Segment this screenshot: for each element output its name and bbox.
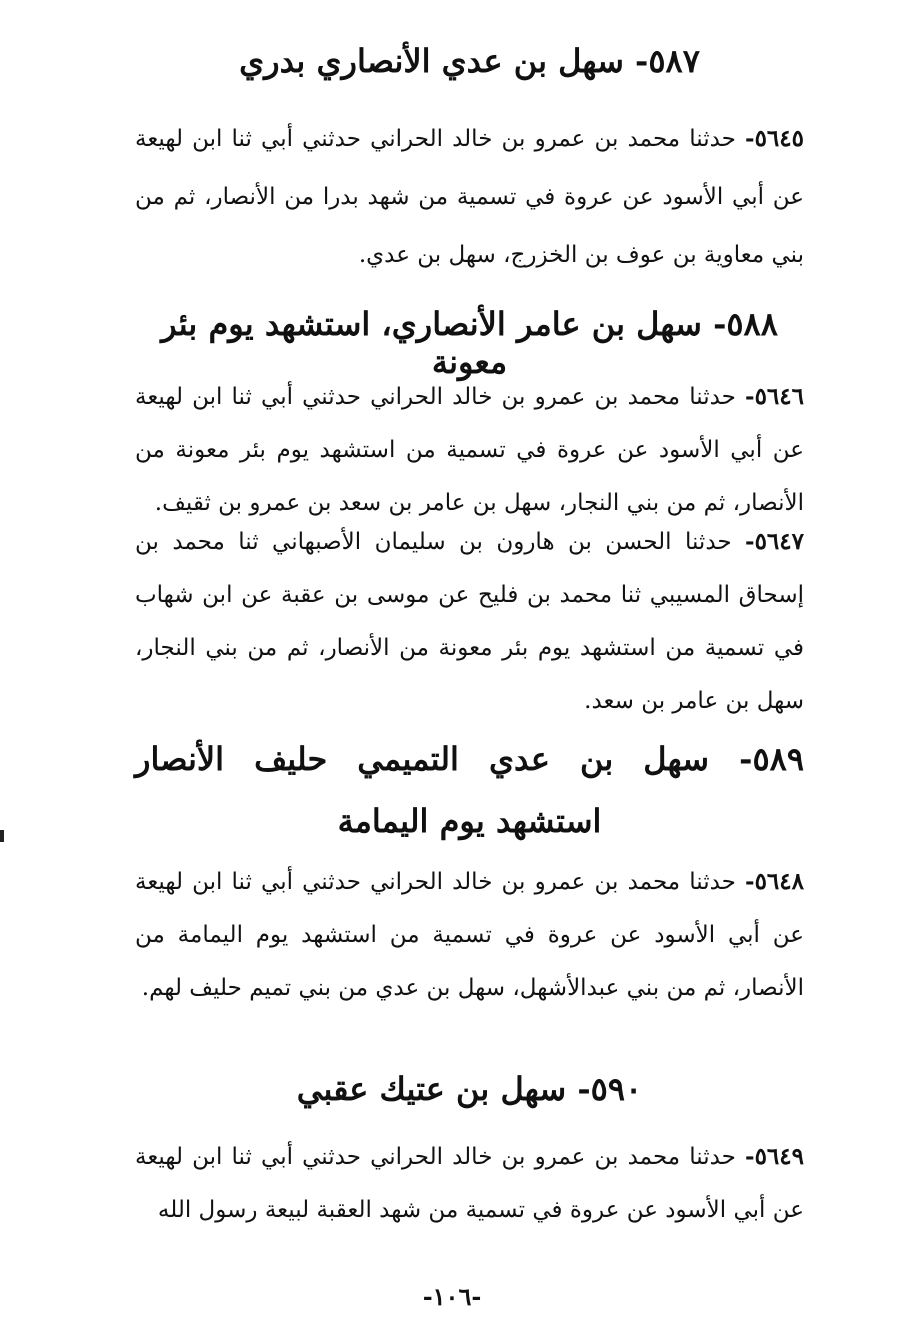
scan-edge-mark <box>0 830 4 842</box>
hadith-text: حدثنا الحسن بن هارون بن سليمان الأصبهاني ثنا محمد بن إسحاق المسيبي ثنا محمد بن فليح عن موسى بن عقبة عن ابن شهاب في تسمية من استشهد يوم بئر معونة من الأنصار، ثم من بني النجار، سهل بن عامر بن سعد. <box>135 529 804 714</box>
hadith-number: ٥٦٤٨- <box>745 868 804 895</box>
hadith-number: ٥٦٤٩- <box>745 1143 804 1170</box>
hadith-text: حدثنا محمد بن عمرو بن خالد الحراني حدثني أبي ثنا ابن لهيعة عن أبي الأسود عن عروة في تسمية من استشهد يوم اليمامة من الأنصار، ثم من بني عبدالأشهل، سهل بن عدي من بني تميم حليف لهم. <box>135 869 804 1001</box>
entry-heading-590: ٥٩٠- سهل بن عتيك عقبي <box>296 1070 643 1108</box>
entry-heading-587: ٥٨٧- سهل بن عدي الأنصاري بدري <box>239 42 700 80</box>
hadith-5649 <box>135 1130 804 1237</box>
page-number: -١٠٦- <box>422 1282 482 1311</box>
hadith-number: ٥٦٤٥- <box>745 125 804 152</box>
hadith-5647 <box>135 515 804 728</box>
hadith-text: حدثنا محمد بن عمرو بن خالد الحراني حدثني أبي ثنا ابن لهيعة عن أبي الأسود عن عروة في تسمية من استشهد يوم بئر معونة من الأنصار، ثم من بني النجار، سهل بن عامر بن سعد بن عمرو بن ثقيف. <box>135 384 804 516</box>
hadith-5645 <box>135 110 804 284</box>
hadith-text: حدثنا محمد بن عمرو بن خالد الحراني حدثني أبي ثنا ابن لهيعة عن أبي الأسود عن عروة في تسمية من شهد بدرا من الأنصار، ثم من بني معاوية بن عوف بن الخزرج، سهل بن عدي. <box>135 126 804 268</box>
entry-heading-588: ٥٨٨- سهل بن عامر الأنصاري، استشهد يوم بئر معونة <box>161 305 778 381</box>
hadith-5646 <box>135 370 804 530</box>
hadith-5648 <box>135 855 804 1015</box>
hadith-text: حدثنا محمد بن عمرو بن خالد الحراني حدثني أبي ثنا ابن لهيعة عن أبي الأسود عن عروة في تسمية من شهد العقبة لبيعة رسول الله <box>135 1144 804 1223</box>
hadith-number: ٥٦٤٧- <box>745 528 804 555</box>
entry-heading-589: ٥٨٩- سهل بن عدي التميمي حليف الأنصار استشهد يوم اليمامة <box>135 740 804 840</box>
hadith-number: ٥٦٤٦- <box>745 383 804 410</box>
